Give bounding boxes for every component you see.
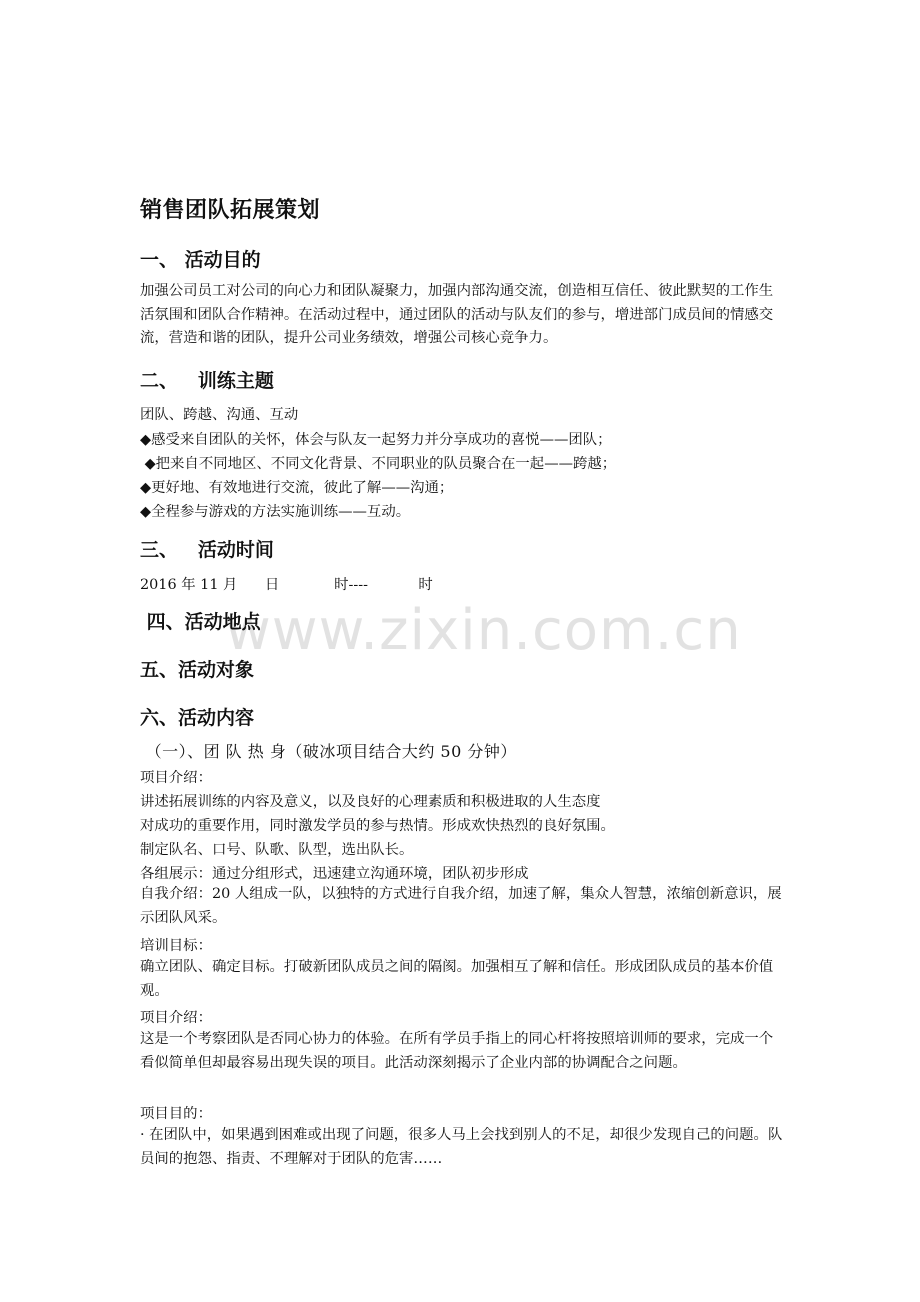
- section-body-purpose: 加强公司员工对公司的向心力和团队凝聚力，加强内部沟通交流，创造相互信任、彼此默契的工作生活氛围和团队合作精神。在活动过程中，通过团队的活动与队友们的参与，增进部门成员间的情感交流，营造和谐的团队，提升公司业务绩效，增强公司核心竞争力。: [140, 283, 774, 346]
- content-line: 讲述拓展训练的内容及意义，以及良好的心理素质和积极进取的人生态度: [140, 794, 601, 810]
- content-subheading: （一）、团 队 热 身（破冰项目结合大约 50 分钟）: [140, 742, 517, 761]
- content-line: 各组展示：通过分组形式，迅速建立沟通环境，团队初步形成: [140, 866, 529, 882]
- document-title: 销售团队拓展策划: [140, 198, 321, 223]
- watermark: www.zixin.com.cn: [225, 598, 742, 663]
- theme-bullet: ◆全程参与游戏的方法实施训练——互动。: [140, 504, 411, 520]
- content-line: 对成功的重要作用，同时激发学员的参与热情。形成欢快热烈的良好氛围。: [140, 818, 615, 834]
- content-line: 项目目的：: [140, 1106, 212, 1122]
- content-line: 培训目标：: [140, 938, 212, 954]
- theme-keywords: 团队、跨越、沟通、互动: [140, 407, 299, 423]
- section-heading-time: 三、 活动时间: [140, 539, 274, 561]
- section-heading-audience: 五、活动对象: [140, 659, 255, 681]
- theme-bullet: ◆更好地、有效地进行交流，彼此了解——沟通；: [140, 480, 454, 496]
- content-paragraph: 确立团队、确定目标。打破新团队成员之间的隔阂。加强相互了解和信任。形成团队成员的基本价值观。: [140, 959, 774, 999]
- theme-bullet: ◆感受来自团队的关怀，体会与队友一起努力并分享成功的喜悦——团队；: [140, 432, 612, 448]
- section-heading-location: 四、活动地点: [140, 611, 261, 633]
- theme-bullet: ◆把来自不同地区、不同文化背景、不同职业的队员聚合在一起——跨越；: [140, 456, 617, 472]
- section-heading-purpose: 一、 活动目的: [140, 249, 261, 271]
- content-paragraph: · 在团队中，如果遇到困难或出现了问题，很多人马上会找到别人的不足，却很少发现自己的问题。队员间的抱怨、指责、不理解对于团队的危害……: [140, 1127, 783, 1167]
- content-paragraph: 自我介绍：20 人组成一队，以独特的方式进行自我介绍，加速了解，集众人智慧，浓缩创新意识，展示团队风采。: [140, 886, 782, 926]
- section-heading-theme: 二、 训练主题: [140, 370, 274, 392]
- content-paragraph: 这是一个考察团队是否同心协力的体验。在所有学员手指上的同心杆将按照培训师的要求，完成一个看似简单但却最容易出现失误的项目。此活动深刻揭示了企业内部的协调配合之问题。: [140, 1031, 774, 1071]
- content-line: 制定队名、口号、队歌、队型，选出队长。: [140, 842, 414, 858]
- content-line: 项目介绍：: [140, 1010, 212, 1026]
- activity-time: 2016 年 11 月 日 时---- 时: [140, 577, 433, 593]
- content-line: 项目介绍：: [140, 770, 212, 786]
- section-heading-content: 六、活动内容: [140, 707, 255, 729]
